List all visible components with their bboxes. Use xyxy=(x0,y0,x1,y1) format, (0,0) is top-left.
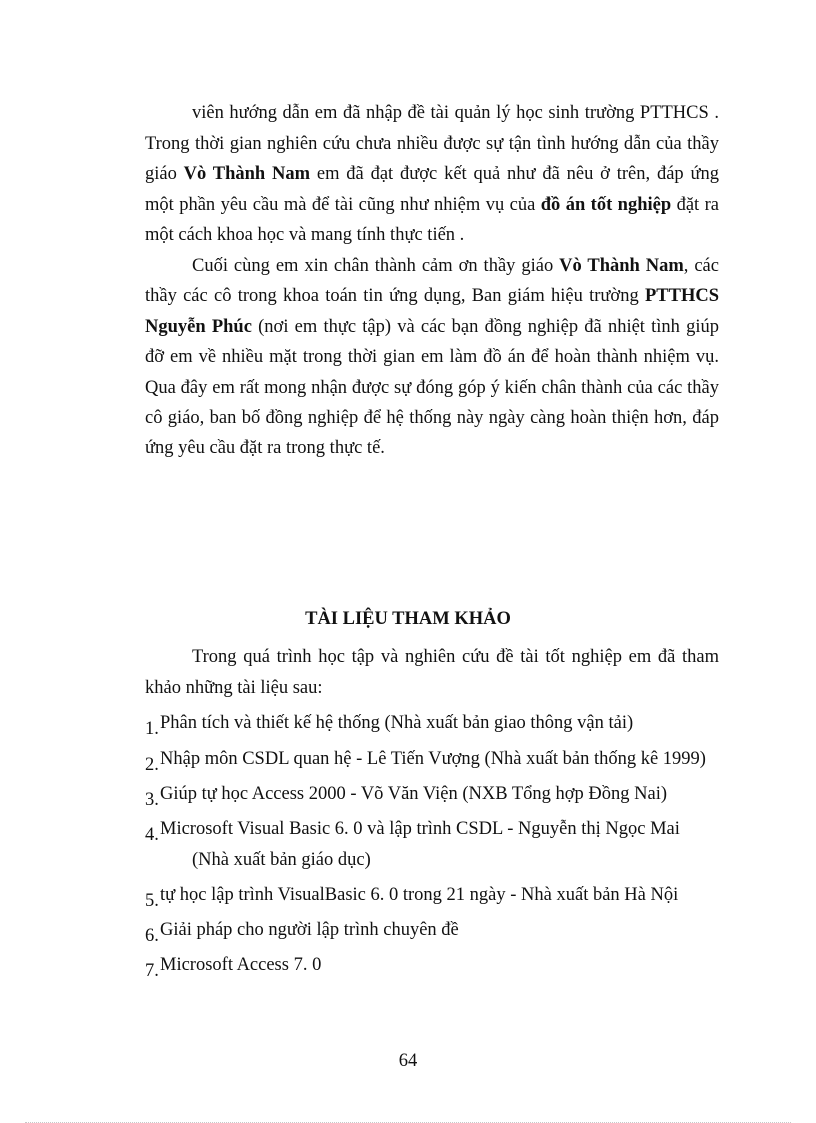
reference-text: Nhập môn CSDL quan hệ - Lê Tiến Vượng (Nhà xuất bản thống kê 1999) xyxy=(160,749,706,769)
reference-number: 6. xyxy=(145,926,159,946)
paragraph2-line-2: thầy các cô trong khoa toán tin ứng dụng, Ban giám hiệu trường PTTHCS xyxy=(145,286,719,306)
reference-text: Giải pháp cho người lập trình chuyên đề xyxy=(160,920,459,940)
paragraph2-line-6: cô giáo, ban bố đồng nghiệp để hệ thống này ngày càng hoàn thiện hơn, đáp xyxy=(145,408,719,428)
reference-number: 1. xyxy=(145,719,159,739)
reference-item xyxy=(145,883,679,911)
page-number: 64 xyxy=(398,1051,418,1071)
paragraph2-line-4: đỡ em về nhiều mặt trong thời gian em làm đồ án để hoàn thành nhiệm vụ. xyxy=(145,347,719,367)
reference-item xyxy=(145,782,668,810)
reference-text: Microsoft Access 7. 0 xyxy=(160,955,322,975)
reference-item xyxy=(145,747,706,775)
paragraph2-line-7: ứng yêu cầu đặt ra trong thực tế. xyxy=(145,438,385,458)
reference-number: 3. xyxy=(145,790,159,810)
reference-continuation: (Nhà xuất bản giáo dục) xyxy=(192,850,371,870)
reference-item xyxy=(145,918,459,946)
paragraph1-line-5: một cách khoa học và mang tính thực tiến . xyxy=(145,225,465,245)
reference-item xyxy=(145,817,680,845)
reference-number: 7. xyxy=(145,961,159,981)
paragraph1-line-3: giáo Vò Thành Nam em đã đạt được kết quả như đã nêu ở trên, đáp ứng xyxy=(145,164,719,184)
references-heading: TÀI LIỆU THAM KHẢO xyxy=(305,609,511,629)
reference-text: Giúp tự học Access 2000 - Võ Văn Viện (NXB Tổng hợp Đồng Nai) xyxy=(160,784,668,804)
paragraph1-line-2: Trong thời gian nghiên cứu chưa nhiều được sự tận tình hướng dẫn của thầy xyxy=(145,134,719,154)
references-intro-line-2: khảo những tài liệu sau: xyxy=(145,678,323,698)
paragraph1-line-4: một phần yêu cầu mà để tài cũng như nhiệm vụ của đồ án tốt nghiệp đặt ra xyxy=(145,195,719,215)
reference-item xyxy=(145,953,322,981)
paragraph2-line-1: Cuối cùng em xin chân thành cảm ơn thầy giáo Vò Thành Nam, các xyxy=(192,256,719,276)
paragraph2-line-5: Qua đây em rất mong nhận được sự đóng góp ý kiến chân thành của các thầy xyxy=(145,378,719,398)
reference-number: 5. xyxy=(145,891,159,911)
paragraph1-line-1: viên hướng dẫn em đã nhập đề tài quản lý học sinh trường PTTHCS . xyxy=(192,103,719,123)
reference-text: tự học lập trình VisualBasic 6. 0 trong 21 ngày - Nhà xuất bản Hà Nội xyxy=(160,885,679,905)
references-intro-line-1: Trong quá trình học tập và nghiên cứu đề tài tốt nghiệp em đã tham xyxy=(192,647,719,667)
reference-number: 4. xyxy=(145,825,159,845)
reference-number: 2. xyxy=(145,755,159,775)
reference-item xyxy=(145,711,634,739)
reference-text: Microsoft Visual Basic 6. 0 và lập trình CSDL - Nguyễn thị Ngọc Mai xyxy=(160,819,680,839)
reference-text: Phân tích và thiết kế hệ thống (Nhà xuất bản giao thông vận tải) xyxy=(160,713,634,733)
paragraph2-line-3: Nguyễn Phúc (nơi em thực tập) và các bạn đồng nghiệp đã nhiệt tình giúp xyxy=(145,317,719,337)
